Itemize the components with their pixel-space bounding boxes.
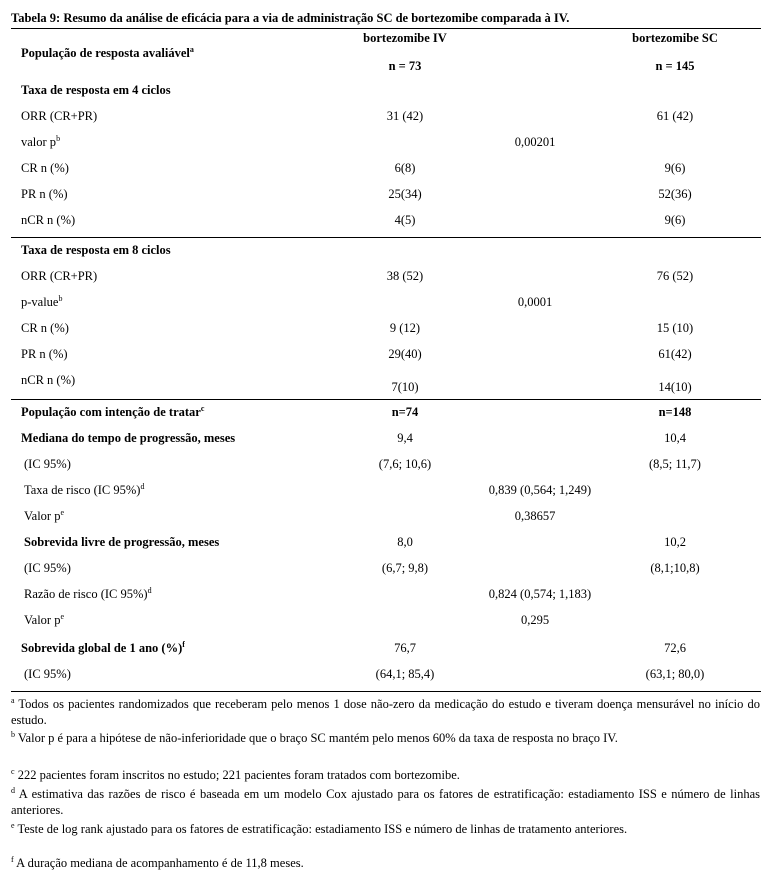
row-label: Razão de risco (IC 95%)$^d$ [24, 585, 152, 601]
cell-value: 61 (42) [656, 109, 694, 123]
cell-value: 0,0001 [517, 295, 553, 309]
row-label: (IC 95%) [24, 667, 71, 681]
row-label: (IC 95%) [24, 561, 71, 575]
cell-value: 76,7 [394, 641, 416, 655]
cell-value: 61(42) [658, 347, 692, 361]
section-divider [11, 237, 761, 238]
row-label: (IC 95%) [24, 457, 71, 471]
column-header-sc: bortezomibe SC [632, 31, 718, 45]
row-label: CR n (%) [21, 321, 69, 335]
cell-value: 29(40) [388, 347, 422, 361]
table-bottom-rule [11, 691, 761, 692]
cell-value: 9(6) [664, 161, 686, 175]
footnote-e: $^e$ Teste de log rank ajustado para os fatores de estratificação: estadiamento ISS e número de linhas de tratamento anteriores. [11, 820, 628, 836]
table-caption: Tabela 9: Resumo da análise de eficácia para a via de administração SC de bortezomibe comparada à IV. [11, 11, 570, 25]
row-label: Valor $p^e$ [24, 507, 65, 523]
column-header-iv: bortezomibe IV [363, 31, 447, 45]
n-iv: n = 73 [388, 59, 422, 73]
population-header: População de resposta avaliável$^a$ [21, 44, 194, 60]
cell-value: 38 (52) [386, 269, 424, 283]
cell-value: 4(5) [394, 213, 416, 227]
cell-value: 15 (10) [656, 321, 694, 335]
row-label: valor $p^b$ [21, 133, 61, 149]
row-label: Sobrevida livre de progressão, meses [24, 535, 220, 549]
cell-value: 9(6) [664, 213, 686, 227]
cell-value: 25(34) [388, 187, 422, 201]
cell-value: (8,1;10,8) [650, 561, 700, 575]
cell-value: (7,6; 10,6) [378, 457, 432, 471]
row-label: Taxa de risco (IC 95%)$^d$ [24, 481, 145, 497]
row-label: nCR n (%) [21, 373, 76, 387]
cell-value: 9,4 [397, 431, 413, 445]
table-top-rule [11, 28, 761, 29]
cell-value: 0,295 [520, 613, 550, 627]
section-title-itt: População com intenção de tratar$^c$ [21, 403, 205, 419]
cell-value: 7(10) [391, 380, 419, 394]
cell-value: 10,4 [664, 431, 686, 445]
cell-value: 14(10) [658, 380, 692, 394]
section-title-4-cycles: Taxa de resposta em 4 ciclos [21, 83, 171, 97]
n-itt-sc: n=148 [658, 405, 692, 419]
row-label: PR n (%) [21, 347, 68, 361]
cell-value: 0,824 (0,574; 1,183) [488, 587, 592, 601]
footnote-a: $^a$ Todos os pacientes randomizados que receberam pelo menos 1 dose não-zero da medicação do estudo e tiveram doença mensurável no início do estudo. [11, 695, 760, 727]
cell-value: 8,0 [397, 535, 413, 549]
row-label: Mediana do tempo de progressão, meses [21, 431, 236, 445]
cell-value: 0,00201 [514, 135, 556, 149]
n-sc: n = 145 [655, 59, 695, 73]
cell-value: (64,1; 85,4) [375, 667, 435, 681]
footnote-d: $^d$ A estimativa das razões de risco é baseada em um modelo Cox ajustado para os fatores de estratificação: estadiamento ISS e número de linhas anteriores. [11, 785, 761, 817]
row-label: p-value$^b$ [21, 293, 63, 309]
footnote-c: $^c$ 222 pacientes foram inscritos no estudo; 221 pacientes foram tratados com bortezomibe. [11, 766, 460, 782]
cell-value: 52(36) [658, 187, 692, 201]
row-label: nCR n (%) [21, 213, 76, 227]
cell-value: 10,2 [664, 535, 686, 549]
n-itt-iv: n=74 [391, 405, 419, 419]
cell-value: 9 (12) [389, 321, 421, 335]
cell-value: 72,6 [664, 641, 686, 655]
row-label: ORR (CR+PR) [21, 269, 98, 283]
section-divider [11, 399, 761, 400]
cell-value: (6,7; 9,8) [381, 561, 429, 575]
row-label: ORR (CR+PR) [21, 109, 98, 123]
cell-value: 0,38657 [514, 509, 556, 523]
row-label: Sobrevida global de 1 ano (%)$^f$ [21, 639, 185, 655]
footnote-f: $^f$ A duração mediana de acompanhamento é de 11,8 meses. [11, 854, 304, 870]
row-label: CR n (%) [21, 161, 69, 175]
cell-value: (63,1; 80,0) [645, 667, 705, 681]
cell-value: 76 (52) [656, 269, 694, 283]
row-label: Valor $p^e$ [24, 611, 65, 627]
cell-value: 6(8) [394, 161, 416, 175]
footnote-b: $^b$ Valor p é para a hipótese de não-inferioridade que o braço SC mantém pelo menos 60% da taxa de resposta no braço IV. [11, 729, 618, 745]
cell-value: 31 (42) [386, 109, 424, 123]
cell-value: (8,5; 11,7) [649, 457, 701, 471]
section-title-8-cycles: Taxa de resposta em 8 ciclos [21, 243, 171, 257]
cell-value: 0,839 (0,564; 1,249) [488, 483, 592, 497]
row-label: PR n (%) [21, 187, 68, 201]
